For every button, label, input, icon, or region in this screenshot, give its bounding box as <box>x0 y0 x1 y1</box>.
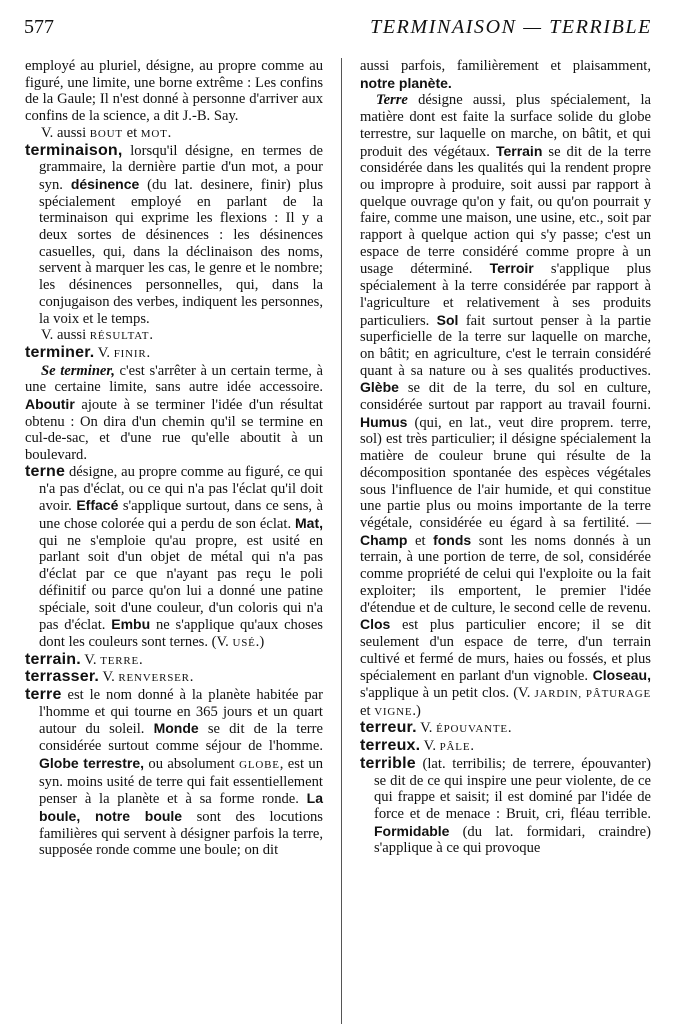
text-run: désigne, au propre comme au figuré, ce qui n'a pas d'éclat, ou ce qui n'a pas l'éclat qu'il doit avoir. <box>39 463 323 515</box>
dictionary-paragraph <box>25 345 323 363</box>
text-run: RENVERSER <box>118 672 190 685</box>
page-header <box>24 16 652 44</box>
text-run: (du lat. <box>449 823 527 840</box>
text-run: V. <box>94 344 114 361</box>
text-run: On dira d'un chemin qu'il se termine en cul-de-sac, et d'une rue qu'elle aboutit à un boulevard. <box>25 413 324 464</box>
text-run: s'applique surtout, dans ce sens, à une chose colorée qui a perdu de son éclat. <box>39 498 323 532</box>
text-run: c'est s'arrêter à un certain terme, à une certaine limite, sans autre idée accessoire. <box>25 362 323 396</box>
running-head: TERMINAISON — TERRIBLE <box>370 16 652 38</box>
column-divider <box>341 58 342 1024</box>
text-run: se dit de la terre, du sol en culture, considérée surtout par rapport au travail fourni. <box>360 380 651 414</box>
text-run: se dit de la terre considérée dans les qualités qui la rendent propre ou impropre à produire, soit aussi par rapport à quelque ouvrage qu'on y fait, ou qu'on pourrait y faire, comme une maison, une usine, etc., soit par rapport à quelque action qui s'y passe; c'est un espace de terre considéré comme propre à un usage déterminé. <box>360 143 651 278</box>
text-run: fonds <box>433 531 472 548</box>
text-run: V. <box>99 669 119 686</box>
text-run: Effacé <box>76 497 119 514</box>
text-run: Globe terrestre, <box>39 754 145 771</box>
text-run: BOUT <box>89 127 123 140</box>
text-run: Glèbe <box>360 379 399 396</box>
dictionary-paragraph <box>25 143 323 328</box>
text-run: terribilis; <box>452 755 506 772</box>
dictionary-paragraph <box>360 756 651 857</box>
text-run: . <box>167 124 172 141</box>
text-run: Closeau, <box>592 667 651 684</box>
text-run: formidari, <box>526 823 586 840</box>
text-run: Se terminer, <box>41 362 115 379</box>
dictionary-paragraph <box>25 652 323 670</box>
text-run: , est un syn. moins usité de <box>39 755 323 790</box>
dictionary-paragraph <box>25 687 323 859</box>
page-number: 577 <box>24 16 54 38</box>
text-run: Les confins de la Gaule; Il n'est donné à personne d'arriver aux confins de la science, a dit J.-B. Say. <box>25 74 323 125</box>
headword: terminaison, <box>25 141 123 159</box>
text-run: employé au pluriel, désigne, au propre comme au figuré, une limite, une borne extrême : <box>25 58 323 91</box>
text-run: terre, sol <box>360 414 651 448</box>
text-run: V. <box>416 720 437 737</box>
text-run: s'applique à un petit clos. (V. <box>360 685 535 702</box>
headword: terrible <box>360 754 416 772</box>
text-run: qui ne s'emploie qu'au propre, est usité en parlant soit d'un objet de métal qui n'a pas d'éclat par ce que n'ayant pas reçu le poli définitif ou parce qu'on lui a donné une patine spéciale, soit d'une couleur, d'un coloris qui n'a pas d'éclat. <box>39 532 323 634</box>
dictionary-paragraph <box>25 327 323 345</box>
text-run: Terre <box>376 92 408 109</box>
text-run: . <box>139 651 143 668</box>
headword: terrain. <box>25 650 81 668</box>
text-run: s'applique plus spécialement à la terre considérée par rapport à l'agriculture et relativement à ses produits particuliers. <box>360 261 651 329</box>
headword: terre <box>25 686 62 704</box>
text-run: MOT <box>140 127 168 140</box>
dictionary-paragraph <box>360 92 651 720</box>
headword: terreux. <box>360 737 421 755</box>
headword: terne <box>25 462 66 480</box>
text-run: désinence <box>70 175 140 192</box>
headword: terreur. <box>360 719 417 737</box>
text-run: JARDIN, PÂTURAGE <box>534 688 651 701</box>
text-run: et <box>360 702 375 719</box>
text-run: Formidable <box>374 822 450 839</box>
text-run: GLOBE <box>239 758 280 771</box>
text-run: .) <box>255 633 265 650</box>
text-run: Clos <box>360 616 391 633</box>
text-run: ne s'applique qu'aux choses dont les couleurs sont ternes. (V. <box>39 617 323 650</box>
text-run: ou absolument <box>144 755 240 772</box>
text-run: Aboutir <box>25 396 75 413</box>
text-run: . <box>146 344 151 361</box>
text-run: desinere <box>200 176 250 193</box>
text-run: V. aussi <box>41 124 90 141</box>
headword: terminer. <box>25 343 95 361</box>
dictionary-paragraph <box>360 720 651 738</box>
text-run: sont les noms donnés à un terrain, à une portion de terre, de sol, considérée comme propriété de celui qui l'exploite ou la fait exploiter; ils emportent, le premier l'idée d'étendue et de culture, le second celle de revenu. <box>360 532 651 616</box>
text-run: terrere, <box>532 755 575 772</box>
right-column <box>360 58 651 857</box>
text-run: USÉ <box>232 636 256 649</box>
dictionary-paragraph <box>360 58 651 92</box>
dictionary-paragraph <box>360 738 651 756</box>
text-run: , finir) plus spécialement employé en parlant de la terminaison qui exprime les flexions : <box>39 176 323 227</box>
text-run: Il y a deux sortes de désinences : les désinences casuelles, qui, dans la déclinaison des noms, servent à marquer les cas, le genre et le nombre; les désinences personnelles, qui, dans la conjugaison des verbes, indiquent les personnes, la voix et le temps. <box>39 210 323 327</box>
text-run: et <box>407 532 434 549</box>
text-run: RÉSULTAT <box>89 330 150 343</box>
dictionary-paragraph <box>25 58 323 125</box>
left-column <box>25 58 323 859</box>
text-run: (lat. <box>415 755 453 772</box>
text-run: PÂLE <box>439 741 471 754</box>
text-run: TERRE <box>100 654 140 667</box>
text-run: ajoute à <box>74 397 137 414</box>
text-run: V. <box>420 738 440 755</box>
text-run: . <box>470 738 474 755</box>
text-run: V. aussi <box>41 327 90 344</box>
text-run: (qui, en lat., veut dire proprem. <box>407 414 621 431</box>
text-run: Sol <box>436 311 459 328</box>
text-run: V. <box>80 651 101 668</box>
text-run: Terrain <box>495 142 543 159</box>
text-run: terre <box>156 773 183 790</box>
text-run: Champ <box>360 531 408 548</box>
text-run: (du lat. <box>139 176 201 193</box>
text-run: sont des locutions familières qui servent à désigner parfois la terre, supposée ronde comme une boule; on dit <box>39 808 323 859</box>
text-run: Monde <box>153 720 199 737</box>
text-run: . <box>507 720 512 737</box>
text-run: . <box>189 669 194 686</box>
text-run: . <box>149 327 153 344</box>
dictionary-paragraph <box>25 669 323 687</box>
text-run: notre planète. <box>360 74 452 91</box>
text-run: de <box>505 755 533 772</box>
text-run: se dit de la terre considérée surtout comme séjour de l'homme. <box>39 721 323 755</box>
text-run: et <box>122 124 141 141</box>
text-run: désigne aussi, plus spécialement, la matière dont est faite la surface solide du globe terrestre, sur laquelle on marche, on bâtit, et qui produit des végétaux. <box>360 92 651 160</box>
dictionary-paragraph <box>25 125 323 143</box>
text-run: ) est très particulier; il désigne spécialement la matière de couleur brune qui résulte de la décomposition spontanée des espèces végétales sous l'influence de l'air humide, et qui constitue une partie plus ou moins importante de la terre végétale, considérée eu égard à sa fertilité. — <box>360 431 651 531</box>
text-run: Embu <box>111 616 151 633</box>
text-run: craindre) s'applique à ce qui provoque <box>374 823 651 857</box>
text-run: Mat, <box>295 514 323 531</box>
text-run: VIGNE <box>374 705 413 718</box>
text-run: est plus particulier encore; il se dit seulement d'un espace de terre, d'un terrain cultivé et fermé de murs, haies ou fossés, et plus spécialement en parlant d'un vignoble. <box>360 617 651 685</box>
text-run: La boule, notre boule <box>39 790 323 824</box>
text-run: Bruit, cri, fléau terrible. <box>505 805 651 822</box>
text-run: se terminer <box>136 397 205 414</box>
text-run: lorsqu'il désigne, en termes de grammaire, la dernière partie d'un mot, a pour syn. <box>39 142 323 193</box>
text-run: aussi parfois, familièrement et plaisamment, <box>360 58 651 74</box>
text-run: est le nom donné à la planète habitée par l'homme et qui tourne en 365 jours et un quart autour du soleil. <box>39 687 323 738</box>
dictionary-paragraph <box>25 363 323 464</box>
text-run: Humus <box>360 413 408 430</box>
text-run: .) <box>412 702 421 719</box>
text-run: FINIR <box>113 347 147 360</box>
dictionary-paragraph <box>25 464 323 652</box>
text-run: qui fait essentiellement penser à la planète et à sa forme ronde. <box>39 773 323 808</box>
text-run: ÉPOUVANTE <box>436 723 508 736</box>
text-run: l'idée d'un résultat obtenu : <box>25 397 323 430</box>
text-run: Terroir <box>489 260 534 277</box>
headword: terrasser. <box>25 668 100 686</box>
text-run: fait surtout penser à la partie superficielle de la terre sur laquelle on marche, on bâtit; en agriculture, c'est le terrain considéré quant à sa nature ou à ses qualités productives. <box>360 312 651 379</box>
text-run: épouvanter) se dit de ce qui inspire une peur violente, de ce qui frappe et saisit; il est dominé par l'idée de force et de menace : <box>374 755 651 822</box>
